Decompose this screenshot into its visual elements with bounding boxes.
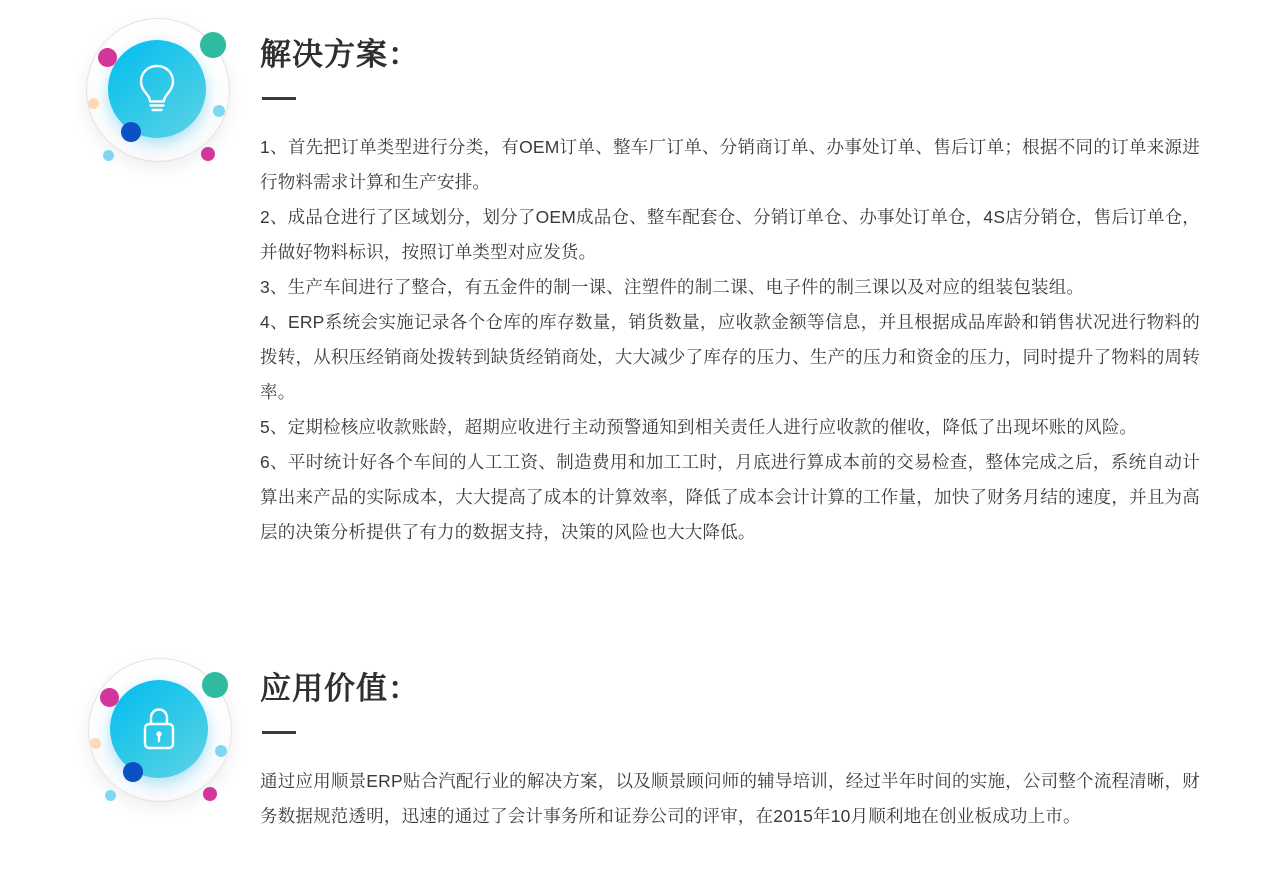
dot-blue (121, 122, 141, 142)
dot-pink (201, 147, 215, 161)
value-dot-blue (123, 762, 143, 782)
solution-paragraph-4: 4、ERP系统会实施记录各个仓库的库存数量，销货数量，应收款金额等信息，并且根据成品库龄和销售状况进行物料的拨转，从积压经销商处拨转到缺货经销商处，大大减少了库存的压力、生产的压力和资金的压力，同时提升了物料的周转率。 (260, 312, 1200, 403)
value-content (260, 640, 1264, 834)
value-heading: 应用价值： (260, 671, 420, 706)
dot-magenta (98, 48, 117, 67)
solution-content (260, 0, 1264, 550)
value-icon-cluster (0, 640, 260, 820)
dot-peach (88, 98, 99, 109)
solution-heading: 解决方案： (260, 37, 420, 72)
solution-icon-cluster (0, 0, 260, 190)
value-body (260, 764, 1200, 834)
solution-body (260, 130, 1200, 550)
section-value (0, 640, 1264, 834)
solution-paragraph-3: 3、生产车间进行了整合，有五金件的制一课、注塑件的制二课、电子件的制三课以及对应的组装包装组。 (260, 277, 1085, 298)
solution-paragraph-5: 5、定期检核应收款账龄，超期应收进行主动预警通知到相关责任人进行应收款的催收，降低了出现坏账的风险。 (260, 417, 1138, 438)
dot-lightblue (103, 150, 114, 161)
value-dot-lightblue-2 (215, 745, 227, 757)
solution-paragraph-2: 2、成品仓进行了区域划分，划分了OEM成品仓、整车配套仓、分销订单仓、办事处订单仓，4S店分销仓，售后订单仓，并做好物料标识，按照订单类型对应发货。 (260, 207, 1200, 263)
value-rule (262, 731, 296, 734)
value-dot-green (202, 672, 228, 698)
dot-green (200, 32, 226, 58)
value-dot-pink (203, 787, 217, 801)
lightbulb-icon (108, 40, 206, 138)
value-dot-magenta (100, 688, 119, 707)
value-dot-lightblue (105, 790, 116, 801)
lock-icon (110, 680, 208, 778)
value-paragraph-1: 通过应用顺景ERP贴合汽配行业的解决方案，以及顺景顾问师的辅导培训，经过半年时间的实施，公司整个流程清晰，财务数据规范透明，迅速的通过了会计事务所和证券公司的评审，在2015年10月顺利地在创业板成功上市。 (260, 771, 1200, 827)
solution-rule (262, 97, 296, 100)
solution-paragraph-1: 1、首先把订单类型进行分类，有OEM订单、整车厂订单、分销商订单、办事处订单、售后订单；根据不同的订单来源进行物料需求计算和生产安排。 (260, 137, 1200, 193)
dot-lightblue-2 (213, 105, 225, 117)
value-dot-peach (90, 738, 101, 749)
solution-paragraph-6: 6、平时统计好各个车间的人工工资、制造费用和加工工时，月底进行算成本前的交易检查，整体完成之后，系统自动计算出来产品的实际成本，大大提高了成本的计算效率，降低了成本会计计算的工作量，加快了财务月结的速度，并且为高层的决策分析提供了有力的数据支持，决策的风险也大大降低。 (260, 452, 1200, 543)
